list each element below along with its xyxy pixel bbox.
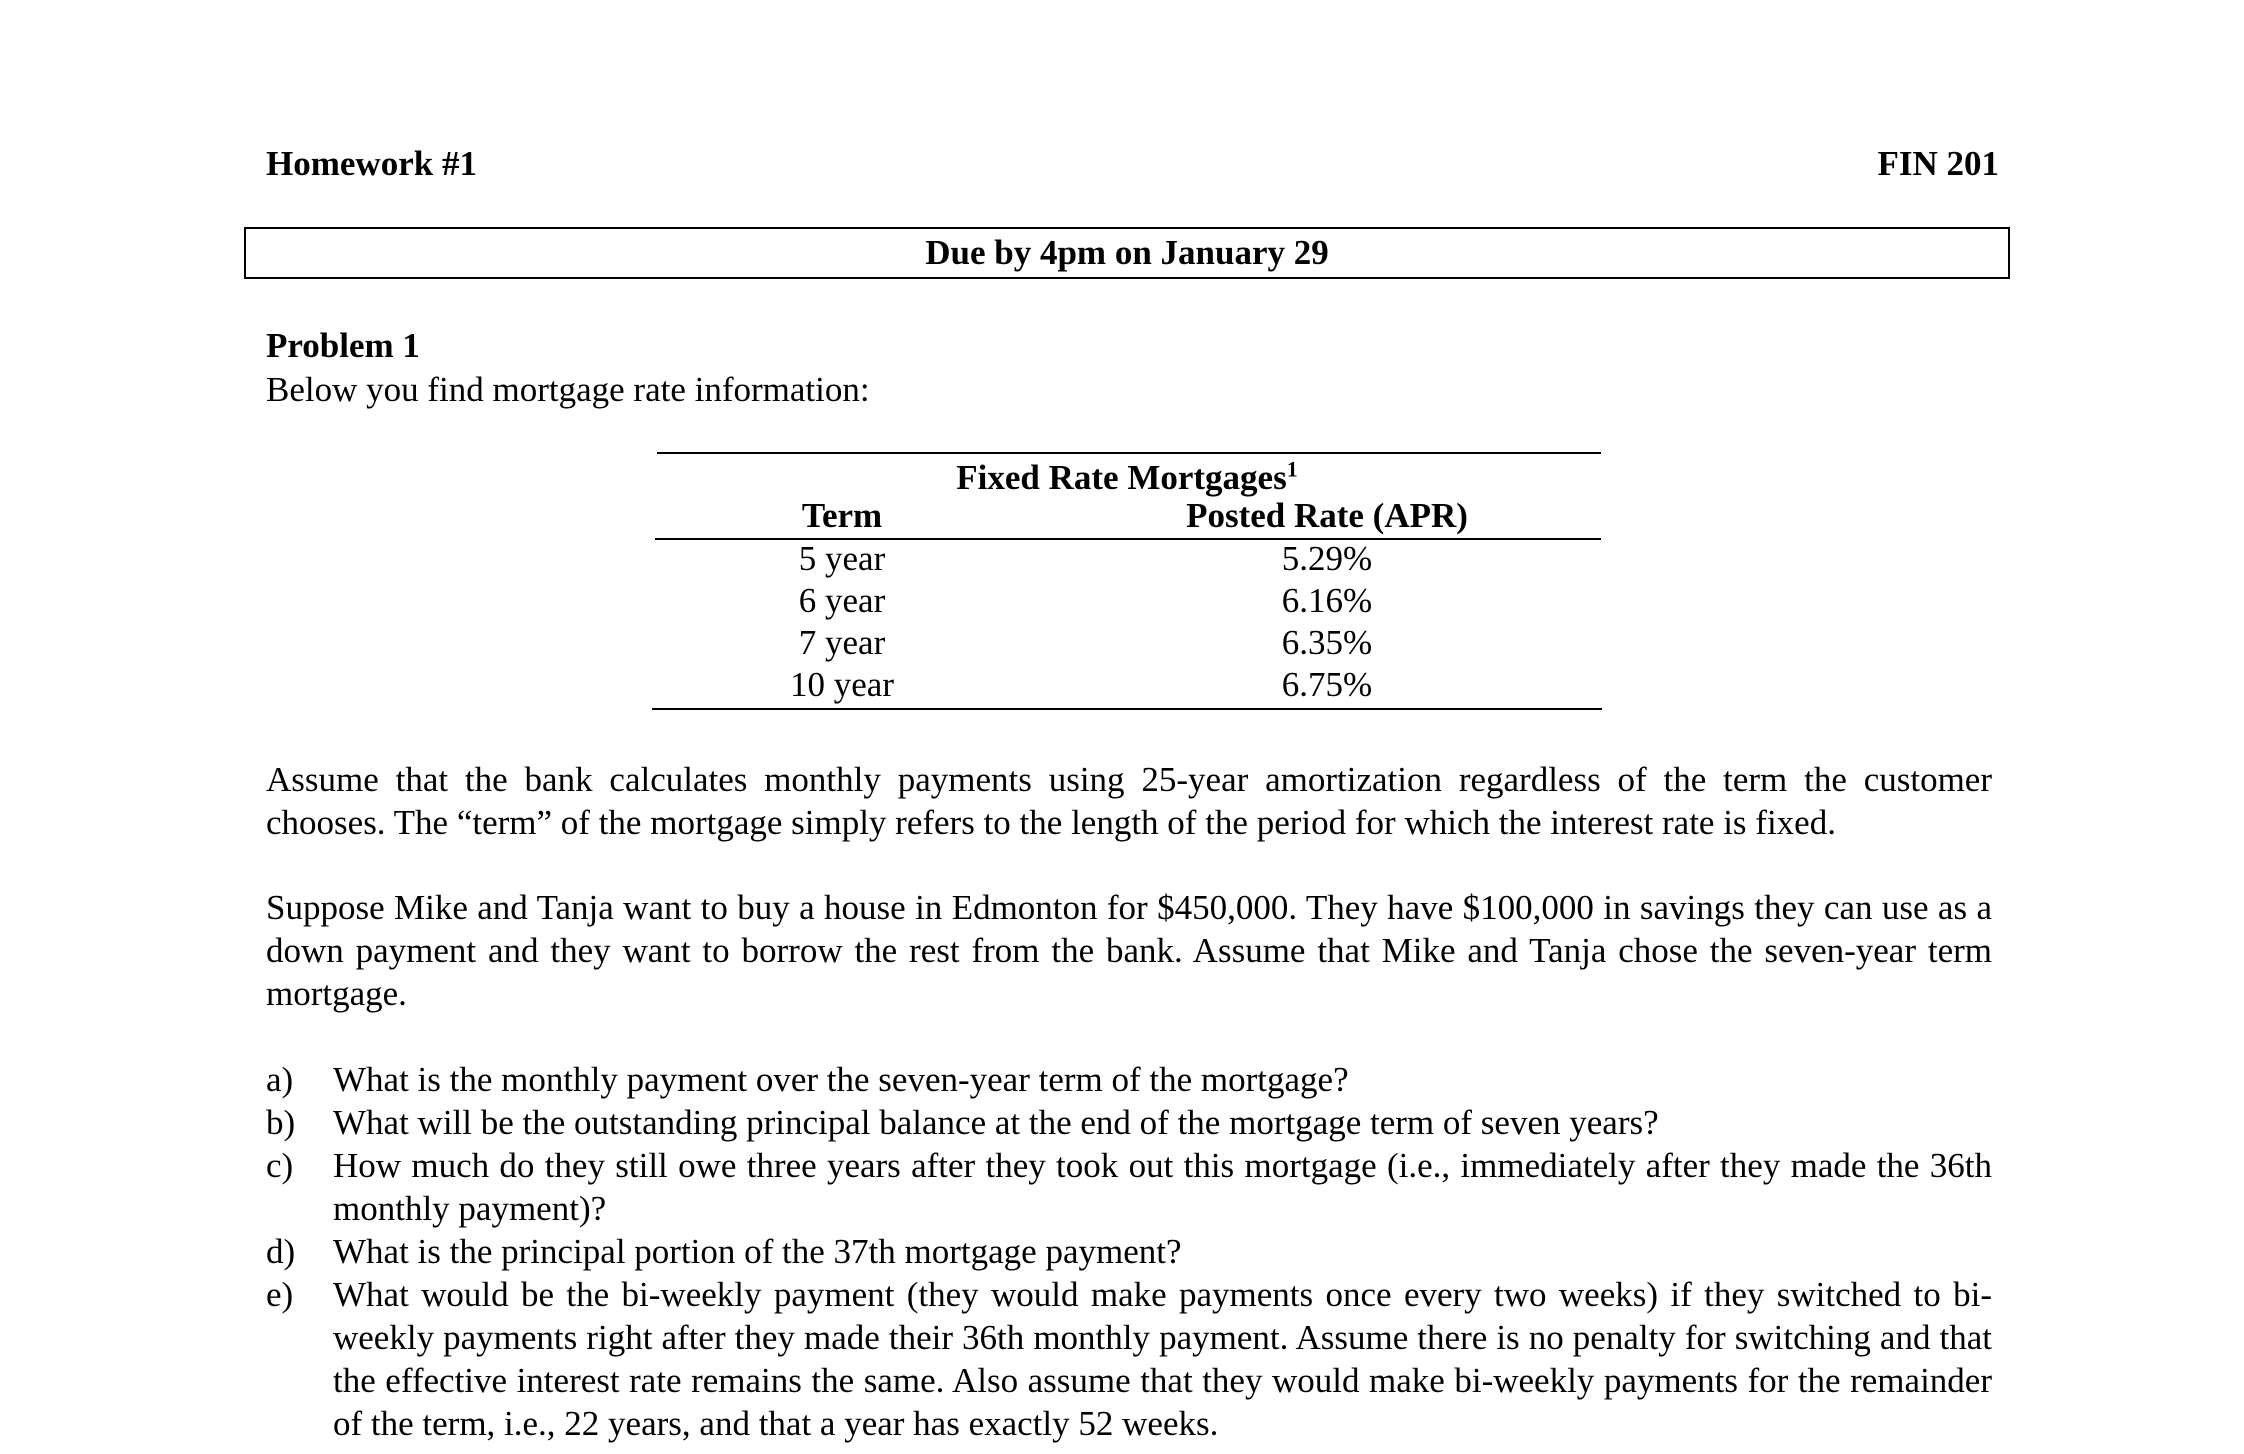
homework-title: Homework #1 — [266, 144, 477, 183]
question-label: c) — [266, 1146, 294, 1185]
question-text: What would be the bi-weekly payment (they would make payments once every two weeks) if they switched to bi-weekly payments right after they made their 36th monthly payment. Assume there is no penalty for switching and that the effective interest rate remains the same. Also assume that they would make bi-weekly payments for the remainder of the term, i.e., 22 years, and that a year has exactly 52 weeks. — [333, 1275, 1992, 1443]
column-header-rate: Posted Rate (APR) — [1186, 496, 1468, 535]
footnote-marker: 1 — [1286, 456, 1298, 482]
problem-intro: Below you find mortgage rate information: — [266, 370, 870, 409]
question-item — [266, 1101, 1992, 1144]
due-date-text: Due by 4pm on January 29 — [925, 233, 1329, 272]
table-title — [652, 456, 1602, 500]
question-text: What is the principal portion of the 37th mortgage payment? — [333, 1232, 1182, 1271]
question-text: What is the monthly payment over the seven-year term of the mortgage? — [333, 1060, 1349, 1099]
question-item — [266, 1144, 1992, 1230]
question-label: b) — [266, 1103, 296, 1142]
course-code: FIN 201 — [1877, 144, 1999, 183]
paragraph-amortization: Assume that the bank calculates monthly payments using 25-year amortization regardless of the term the customer chooses. The “term” of the mortgage simply refers to the length of the period for which the interest rate is fixed. — [266, 760, 1992, 842]
question-label: a) — [266, 1060, 294, 1099]
table-bottom-rule — [652, 708, 1602, 710]
question-label: d) — [266, 1232, 296, 1271]
table-cell-term: 5 year — [798, 539, 886, 578]
table-cell-term: 7 year — [798, 623, 886, 662]
question-list — [266, 1058, 1992, 1445]
table-cell-term: 6 year — [798, 581, 886, 620]
table-cell-rate: 6.35% — [1281, 623, 1373, 662]
table-cell-rate: 5.29% — [1281, 539, 1373, 578]
question-text: How much do they still owe three years after they took out this mortgage (i.e., immediately after they made the 36th monthly payment)? — [333, 1146, 1992, 1228]
due-date-box — [244, 227, 2010, 279]
question-text: What will be the outstanding principal balance at the end of the mortgage term of seven years? — [333, 1103, 1659, 1142]
table-cell-term: 10 year — [790, 665, 894, 704]
table-cell-rate: 6.75% — [1281, 665, 1373, 704]
table-cell-rate: 6.16% — [1281, 581, 1373, 620]
column-header-term: Term — [801, 496, 883, 535]
question-item — [266, 1058, 1992, 1101]
question-item — [266, 1273, 1992, 1445]
question-item — [266, 1230, 1992, 1273]
table-top-rule — [657, 452, 1601, 454]
question-label: e) — [266, 1275, 294, 1314]
table-title-text: Fixed Rate Mortgages — [956, 458, 1287, 497]
paragraph-scenario: Suppose Mike and Tanja want to buy a house in Edmonton for $450,000. They have $100,000 in savings they can use as a down payment and they want to borrow the rest from the bank. Assume that Mike and Tanja chose the seven-year term mortgage. — [266, 888, 1992, 1013]
problem-title: Problem 1 — [266, 326, 420, 365]
